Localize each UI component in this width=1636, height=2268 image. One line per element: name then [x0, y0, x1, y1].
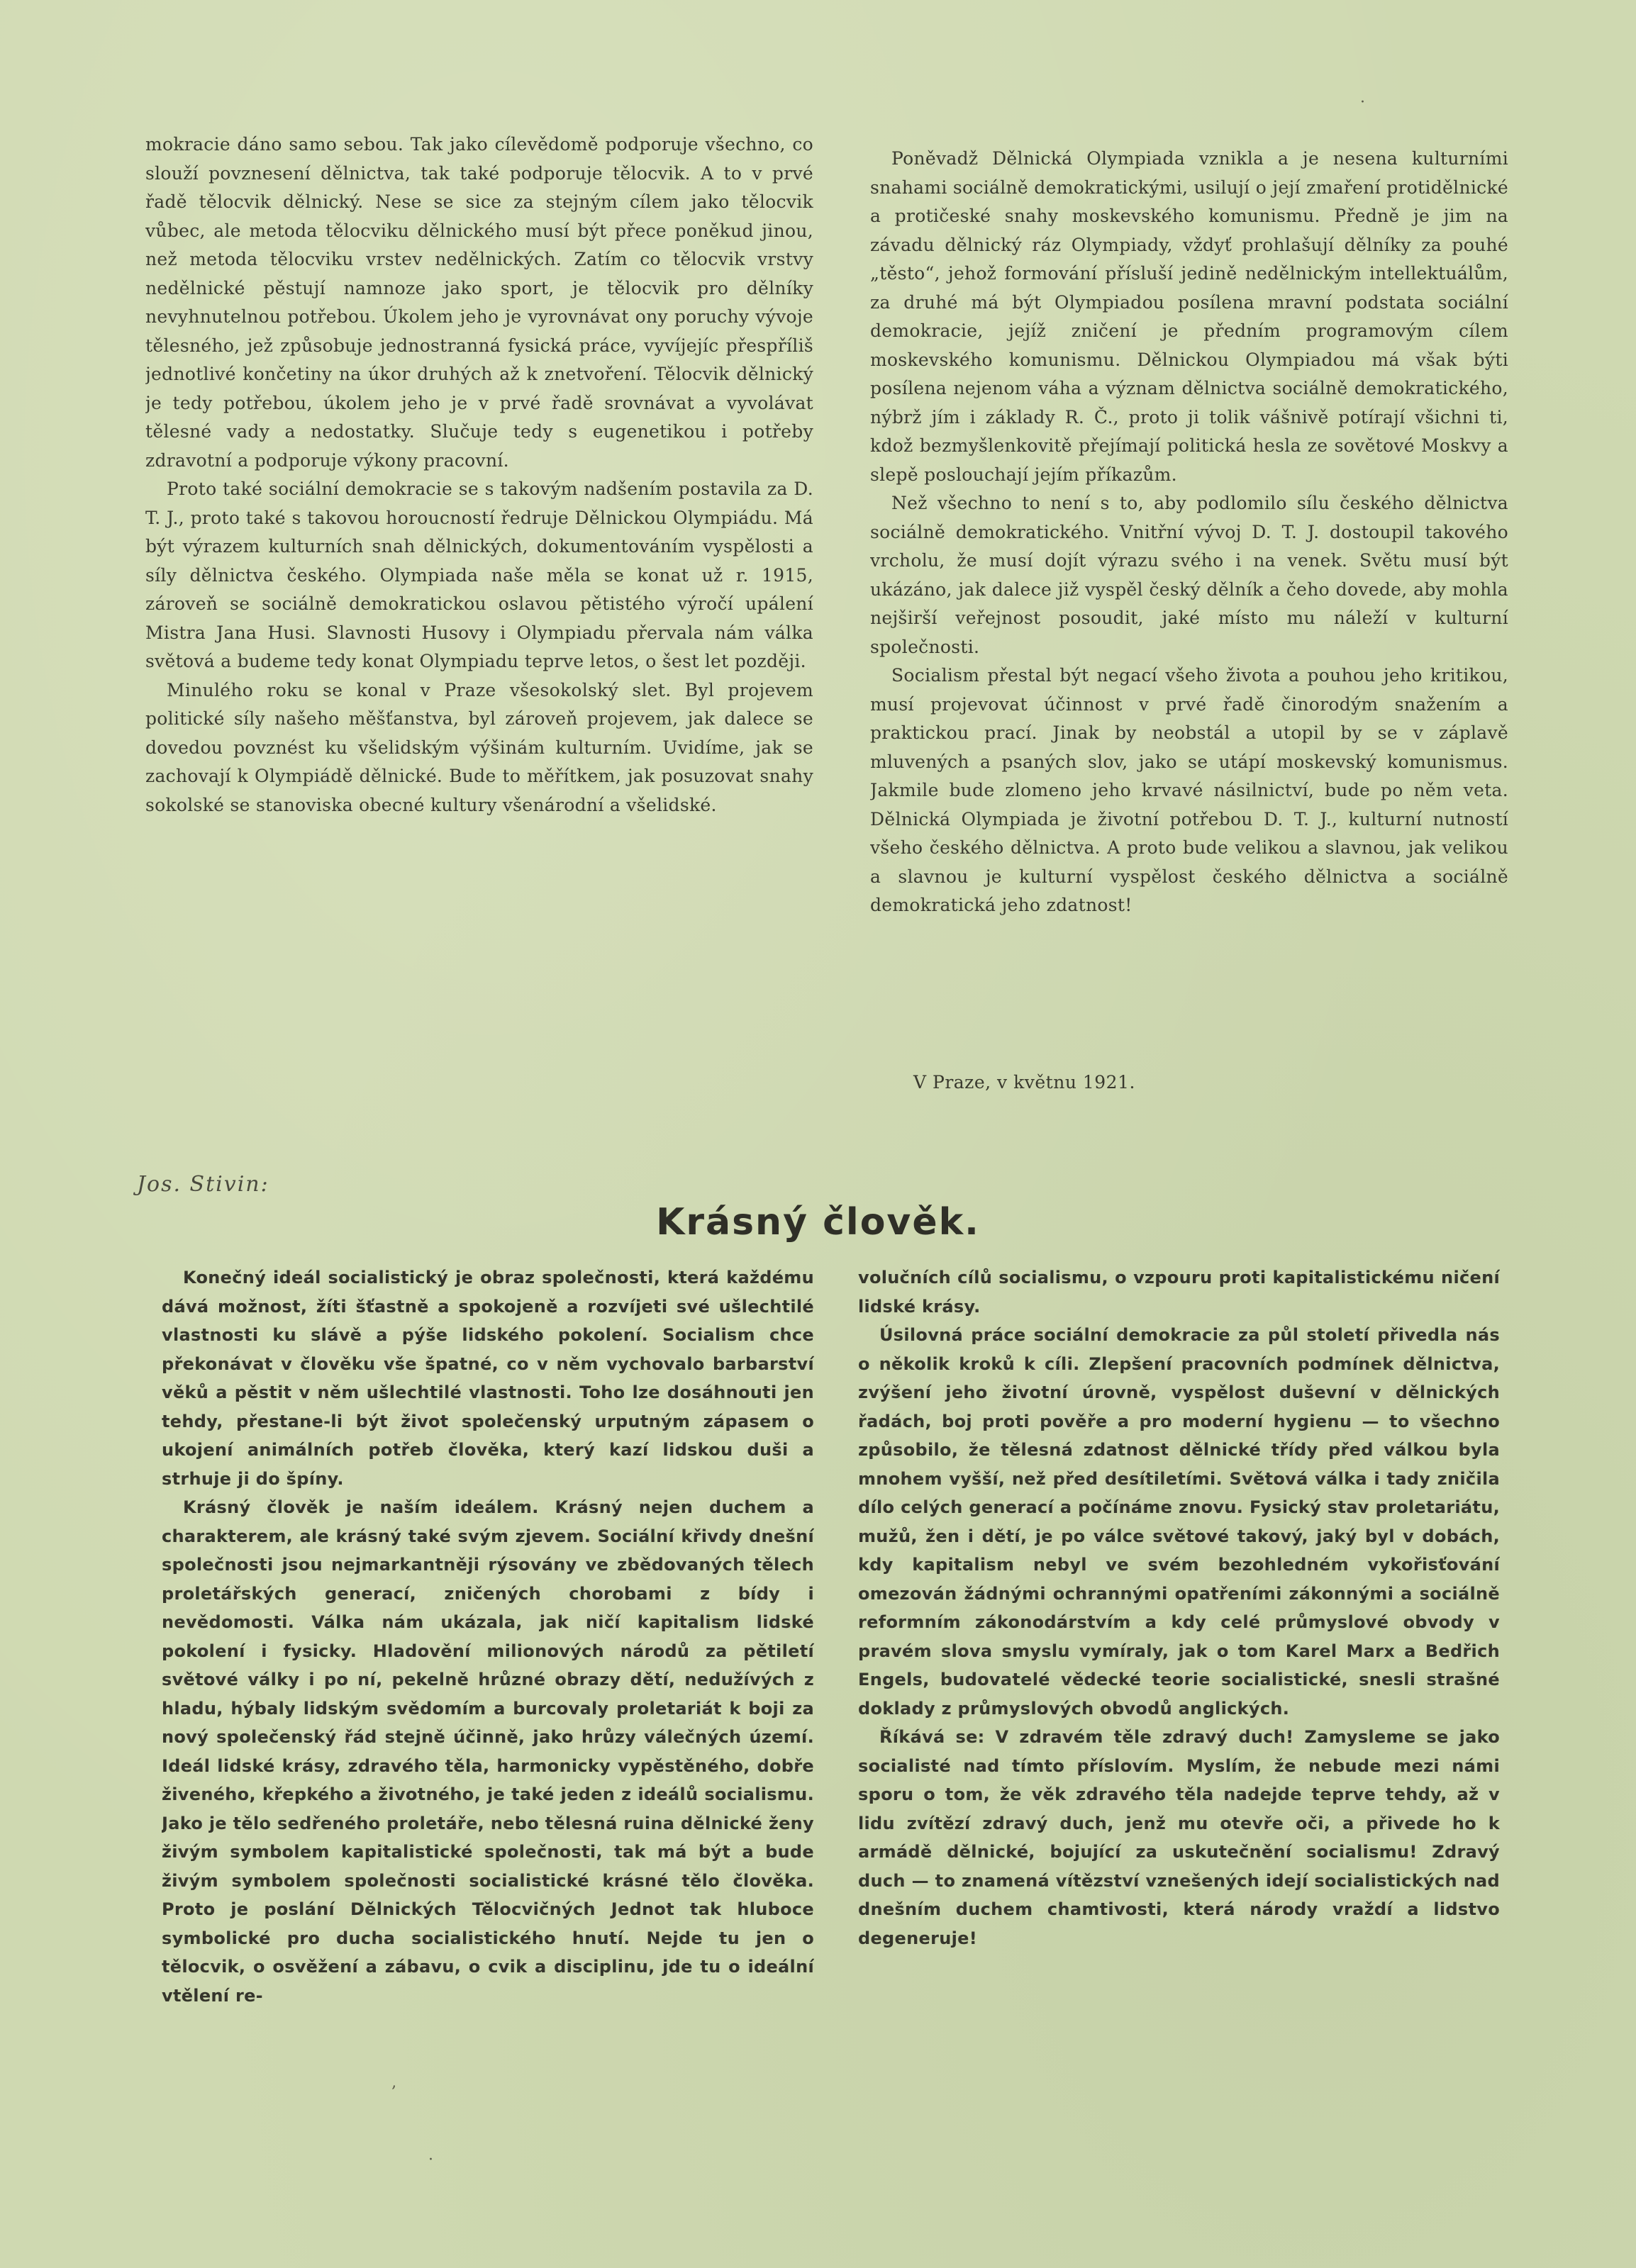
paragraph: Poněvadž Dělnická Olympiada vznikla a je nesena kulturními snahami sociálně demokratickými, usilují o její zmaření protidělnické a protičeské snahy moskevského komunismu. Předně je jim na závadu dělnický ráz Olympiady, vždyť prohlašují dělníky za pouhé „těsto“, jehož formování přísluší jedině nedělnickým intellektuálům, za druhé má být Olympiadou posílena mravní podstata sociální demokracie, jejíž zničení je předním programovým cílem moskevského komunismu. Dělnickou Olympiadou má však býti posílena nejenom váha a význam dělnictva sociálně demokratického, nýbrž jím i základy R. Č., proto ji tolik vášnivě potírají všichni ti, kdož bezmyšlenkovitě přejímají politická hesla ze sovětové Moskvy a slepě poslouchají jejím příkazům. [870, 148, 1508, 485]
bottom-left-column [162, 1263, 814, 2072]
ink-speck: · [428, 2151, 433, 2169]
paragraph: Než všechno to není s to, aby podlomilo sílu českého dělnictva sociálně demokratického. Vnitřní vývoj D. T. J. dostoupil takového vrcholu, že musí dojít výrazu svého i na venek. Světu musí být ukázáno, jak dalece již vyspěl český dělník a čeho dovede, aby mohla nejširší veřejnost posoudit, jaké místo mu náleží v kulturní společnosti. [870, 493, 1508, 657]
paragraph: Konečný ideál socialistický je obraz společnosti, která každému dává možnost, žíti šťastně a spokojeně a rozvíjeti své ušlechtilé vlastnosti ku slávě a pýše lidského pokolení. Socialism chce překonávat v člověku vše špatné, co v něm vychovalo barbarství věků a pěstit v něm ušlechtilé vlastnosti. Toho lze dosáhnouti jen tehdy, přestane-li být život společenský urputným zápasem o ukojení animálních potřeb člověka, který kazí lidskou duši a strhuje ji do špíny. [162, 1268, 814, 1489]
paragraph: Krásný člověk je naším ideálem. Krásný nejen duchem a charakterem, ale krásný také svým zjevem. Sociální křivdy dnešní společnosti jsou nejmarkantněji rýsovány ve zbědovaných tělech proletářských generací, zničených chorobami z bídy i nevědomosti. Válka nám ukázala, jak ničí kapitalism lidské pokolení i fysicky. Hladovění milionových národů za pětiletí světové války i po ní, pekelně hrůzné obrazy dětí, nedužívých z hladu, hýbaly lidským svědomím a burcovaly proletariát k boji za nový společenský řád stejně účinně, jako hrůzy válečných území. Ideál lidské krásy, zdravého těla, harmonicky vypěstěného, dobře živeného, křepkého a životného, je také jeden z ideálů socialismu. Jako je tělo sedřeného proletáře, nebo tělesná ruina dělnické ženy živým symbolem kapitalistické společnosti, tak má být a bude živým symbolem společnosti socialistické krásné tělo člověka. Proto je poslání Dělnických Tělocvičných Jednot tak hluboce symbolické pro ducha socialistického hnutí. Nejde tu jen o tělocvik, o osvěžení a zábavu, o cvik a disciplinu, jde tu o ideální vtělení re- [162, 1497, 814, 2006]
top-right-column [870, 145, 1508, 1109]
ink-speck: ‚ [391, 2074, 396, 2091]
paragraph: Říkává se: V zdravém těle zdravý duch! Zamysleme se jako socialisté nad tímto příslovím. Myslím, že nebude mezi námi sporu o tom, že věk zdravého těla nadejde teprve tehdy, až v lidu zvítězí zdravý duch, jenž mu otevře oči, a přivede ho k armádě dělnické, bojující za uskutečnění socialismu! Zdravý duch — to znamená vítězství vznešených idejí socialistických nad dnešním duchem chamtivosti, která národy vraždí a lidstvo degeneruje! [858, 1727, 1500, 1948]
paragraph: volučních cílů socialismu, o vzpouru proti kapitalistickému ničení lidské krásy. [858, 1268, 1500, 1317]
paragraph: Minulého roku se konal v Praze všesokolský slet. Byl projevem politické síly našeho měšťanstva, byl zároveň projevem, jak dalece se dovedou povznést ku všelidským výšinám kulturním. Uvidíme, jak se zachovají k Olympiádě dělnické. Bude to měřítkem, jak posuzovat snahy sokolské se stanoviska obecné kultury všenárodní a všelidské. [145, 679, 813, 815]
paragraph: Socialism přestal být negací všeho života a pouhou jeho kritikou, musí projevovat účinnost v prvé řadě činorodým snažením a praktickou prací. Jinak by neobstál a utopil by se v záplavě mluvených a psaných slov, jako se utápí moskevský komunismus. Jakmile bude zlomeno jeho krvavé násilnictví, bude po něm veta. Dělnická Olympiada je životní potřebou D. T. J., kulturní nutností všeho českého dělnictva. A proto bude velikou a slavnou, jak velikou a slavnou je kulturní vyspělost českého dělnictva a sociálně demokratická jeho zdatnost! [870, 665, 1508, 915]
ink-speck: · [1360, 94, 1365, 111]
paragraph: Úsilovná práce sociální demokracie za půl století přivedla nás o několik kroků k cíli. Zlepšení pracovních podmínek dělnictva, zvýšení jeho životní úrovně, vyspělost duševní v dělnických řadách, boj proti pověře a pro moderní hygienu — to všechno způsobilo, že tělesná zdatnost dělnické třídy před válkou byla mnohem vyšší, než před desítiletími. Světová válka i tady zničila dílo celých generací a počínáme znovu. Fysický stav proletariátu, mužů, žen i dětí, je po válce světové takový, jaký byl v dobách, kdy kapitalism nebyl ve svém bezohledném vykořisťování omezován žádnými ochrannými opatřeními zákonnými a sociálně reformním zákonodárstvím a kdy celé průmyslové obvody v pravém slova smyslu vymíraly, jak o tom Karel Marx a Bedřich Engels, budovatelé vědecké teorie socialistické, snesli strašné doklady z průmyslových obvodů anglických. [858, 1325, 1500, 1719]
author-name: Jos. Stivin: [137, 1172, 269, 1197]
top-left-column [145, 130, 813, 1066]
paragraph: Proto také sociální demokracie se s takovým nadšením postavila za D. T. J., proto také s takovou horoucností ředruje Dělnickou Olympiádu. Má být výrazem kulturních snah dělnických, dokumentováním vyspělosti a síly dělnictva českého. Olympiada naše měla se konat už r. 1915, zároveň se sociálně demokratickou oslavou pětistého výročí upálení Mistra Jana Husi. Slavnosti Husovy i Olympiadu přervala nám válka světová a budeme tedy konat Olympiadu teprve letos, o šest let později. [145, 479, 813, 671]
paragraph: mokracie dáno samo sebou. Tak jako cílevědomě podporuje všechno, co slouží povznesení dělnictva, tak také podporuje tělocvik. A to v prvé řadě tělocvik dělnický. Nese se sice za stejným cílem jako tělocvik vůbec, ale metoda tělocviku dělnického musí být přece poněkud jinou, než metoda tělocviku vrstev nedělnických. Zatím co tělocvik vrstvy nedělnické pěstují namnoze jako sport, je tělocvik pro dělníky nevyhnutelnou potřebou. Úkolem jeho je vyrovnávat ony poruchy vývoje tělesného, jež způsobuje jednostranná fysická práce, vyvíjejíc přespříliš jednotlivé končetiny na úkor druhých až k znetvoření. Tělocvik dělnický je tedy potřebou, úkolem jeho je v prvé řadě srovnávat a vyvolávat tělesné vady a nedostatky. Slučuje tedy s eugenetikou i potřeby zdravotní a podporuje výkony pracovní. [145, 134, 813, 471]
bottom-right-column [858, 1263, 1500, 2043]
date-line: V Praze, v květnu 1921. [913, 1072, 1135, 1093]
article-title: Krásný člověk. [656, 1201, 980, 1244]
